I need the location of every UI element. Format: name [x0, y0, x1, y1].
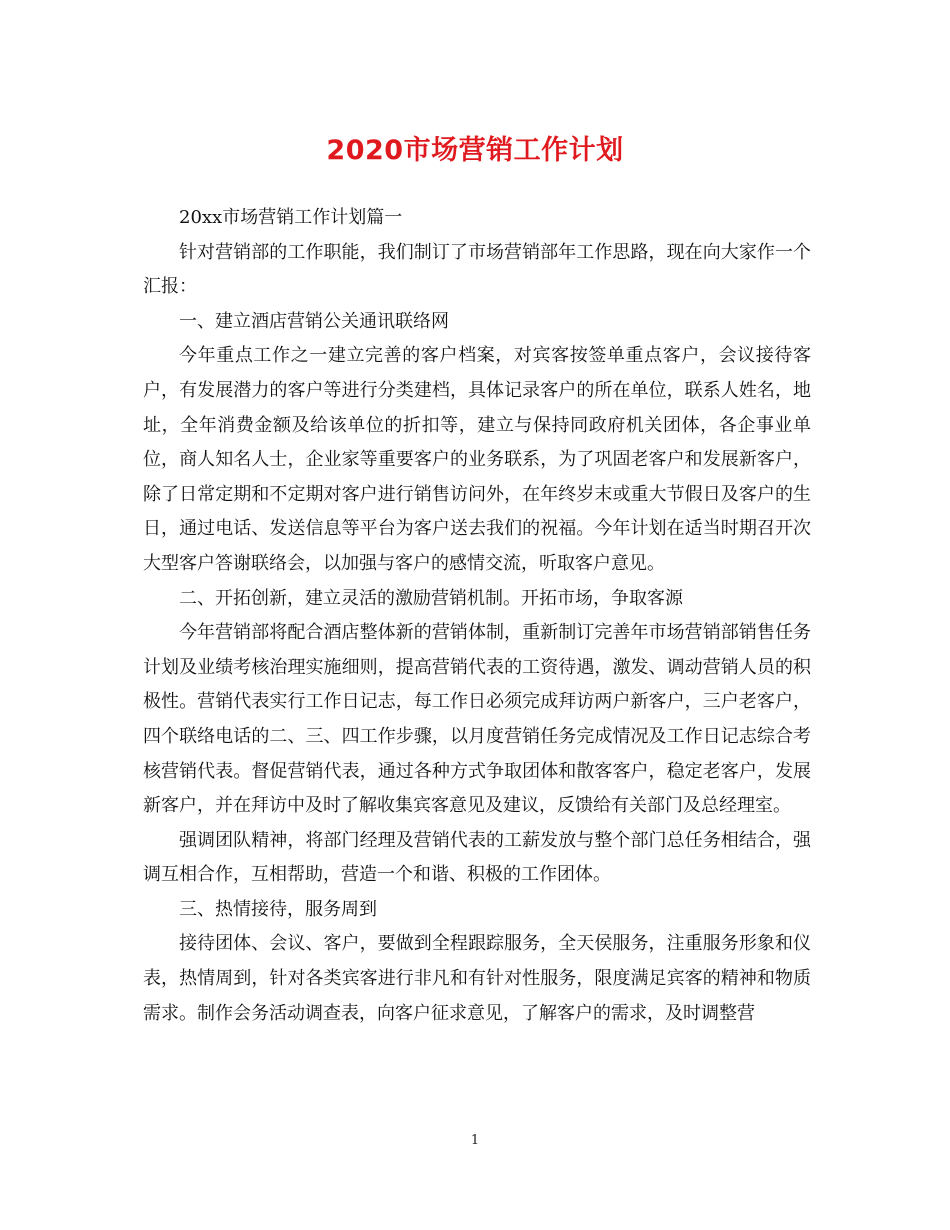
section-heading-3: 三、热情接待，服务周到 — [179, 898, 377, 920]
document-title: 2020市场营销工作计划 — [326, 135, 624, 166]
section-heading-1: 一、建立酒店营销公关通讯联络网 — [179, 310, 449, 332]
document-body — [143, 201, 811, 1031]
section-heading-2: 二、开拓创新，建立灵活的激励营销机制。开拓市场，争取客源 — [179, 587, 683, 609]
paragraph-2b: 强调团队精神，将部门经理及营销代表的工薪发放与整个部门总任务相结合，强调互相合作，互相帮助，营造一个和谐、积极的工作团体。 — [143, 829, 811, 886]
paragraph-1: 今年重点工作之一建立完善的客户档案，对宾客按签单重点客户，会议接待客户，有发展潜力的客户等进行分类建档，具体记录客户的所在单位，联系人姓名，地址，全年消费金额及给该单位的折扣等，建立与保持同政府机关团体，各企事业单位，商人知名人士，企业家等重要客户的业务联系，为了巩固老客户和发展新客户，除了日常定期和不定期对客户进行销售访问外，在年终岁末或重大节假日及客户的生日，通过电话、发送信息等平台为客户送去我们的祝福。今年计划在适当时期召开次大型客户答谢联络会，以加强与客户的感情交流，听取客户意见。 — [143, 345, 811, 574]
paragraph-2a: 今年营销部将配合酒店整体新的营销体制，重新制订完善年市场营销部销售任务计划及业绩考核治理实施细则，提高营销代表的工资待遇，激发、调动营销人员的积极性。营销代表实行工作日记志，每工作日必须完成拜访两户新客户，三户老客户，四个联络电话的二、三、四工作步骤，以月度营销任务完成情况及工作日记志综合考核营销代表。督促营销代表，通过各种方式争取团体和散客客户，稳定老客户，发展新客户，并在拜访中及时了解收集宾客意见及建议，反馈给有关部门及总经理室。 — [143, 622, 811, 817]
paragraph-3: 接待团体、会议、客户，要做到全程跟踪服务，全天侯服务，注重服务形象和仪表，热情周到，针对各类宾客进行非凡和有针对性服务，限度满足宾客的精神和物质需求。制作会务活动调查表，向客户征求意见，了解客户的需求，及时调整营 — [143, 933, 811, 1024]
section-heading-intro: 20xx市场营销工作计划篇一 — [179, 207, 403, 228]
page-number: 1 — [470, 1133, 480, 1148]
paragraph-intro: 针对营销部的工作职能，我们制订了市场营销部年工作思路，现在向大家作一个汇报： — [143, 241, 811, 298]
